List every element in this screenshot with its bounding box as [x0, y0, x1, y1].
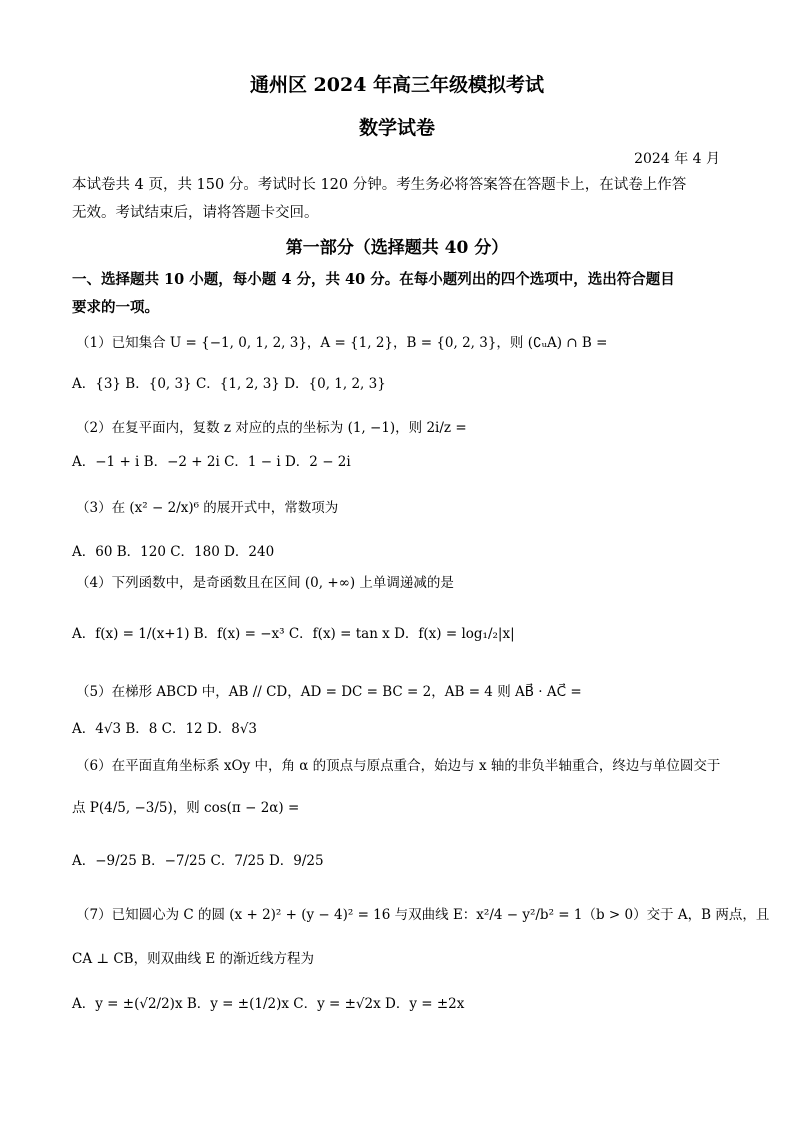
instruction-line-1: 一、选择题共 10 小题，每小题 4 分，共 40 分。在每小题列出的四个选项中，选出符合题目: [72, 271, 675, 288]
section-title: 第一部分（选择题共 40 分）: [285, 238, 509, 258]
question-3-stem: （3）在 (x² − 2/x)⁶ 的展开式中，常数项为: [76, 500, 339, 516]
question-1-options: A．{3} B．{0, 3} C．{1, 2, 3} D．{0, 1, 2, 3}: [72, 376, 386, 392]
question-6-stem-line-1: （6）在平面直角坐标系 xOy 中，角 α 的顶点与原点重合，始边与 x 轴的非负半轴重合，终边与单位圆交于: [76, 758, 721, 774]
exam-title: 通州区 2024 年高三年级模拟考试: [249, 74, 545, 96]
question-4-options: A．f(x) = 1/(x+1) B．f(x) = −x³ C．f(x) = tan x D．f(x) = log₁/₂|x|: [72, 626, 515, 642]
question-4-stem: （4）下列函数中，是奇函数且在区间 (0, +∞) 上单调递减的是: [76, 575, 454, 591]
question-7-options: A．y = ±(√2/2)x B．y = ±(1/2)x C．y = ±√2x D．y = ±2x: [72, 996, 465, 1012]
question-6-stem-line-2: 点 P(4/5, −3/5)，则 cos(π − 2α) =: [72, 800, 300, 816]
question-5-options: A．4√3 B．8 C．12 D．8√3: [72, 721, 258, 737]
question-7-stem-line-2: CA ⊥ CB，则双曲线 E 的渐近线方程为: [72, 951, 315, 967]
instruction-line-2: 要求的一项。: [72, 299, 159, 316]
question-3-options: A．60 B．120 C．180 D．240: [72, 544, 275, 560]
question-1-stem: （1）已知集合 U = {−1, 0, 1, 2, 3}，A = {1, 2}，B = {0, 2, 3}，则 (∁ᵤA) ∩ B =: [76, 335, 608, 351]
question-7-stem-line-1: （7）已知圆心为 C 的圆 (x + 2)² + (y − 4)² = 16 与双曲线 E：x²/4 − y²/b² = 1（b > 0）交于 A，B 两点，且: [76, 907, 770, 923]
exam-subtitle: 数学试卷: [358, 117, 435, 139]
exam-date: 2024 年 4 月: [634, 151, 720, 167]
question-5-stem: （5）在梯形 ABCD 中，AB // CD，AD = DC = BC = 2，AB = 4 则 AB⃗ · AC⃗ =: [76, 684, 582, 700]
intro-line-2: 无效。考试结束后，请将答题卡交回。: [72, 205, 319, 221]
question-2-options: A．−1 + i B．−2 + 2i C．1 − i D．2 − 2i: [72, 454, 351, 470]
section-instruction: [72, 266, 732, 322]
question-6-options: A．−9/25 B．−7/25 C．7/25 D．9/25: [72, 853, 324, 869]
intro-line-1: 本试卷共 4 页，共 150 分。考试时长 120 分钟。考生务必将答案答在答题卡上，在试卷上作答: [72, 177, 687, 193]
question-2-stem: （2）在复平面内，复数 z 对应的点的坐标为 (1, −1)，则 2i/z =: [76, 420, 467, 436]
intro-paragraph: [72, 171, 724, 227]
